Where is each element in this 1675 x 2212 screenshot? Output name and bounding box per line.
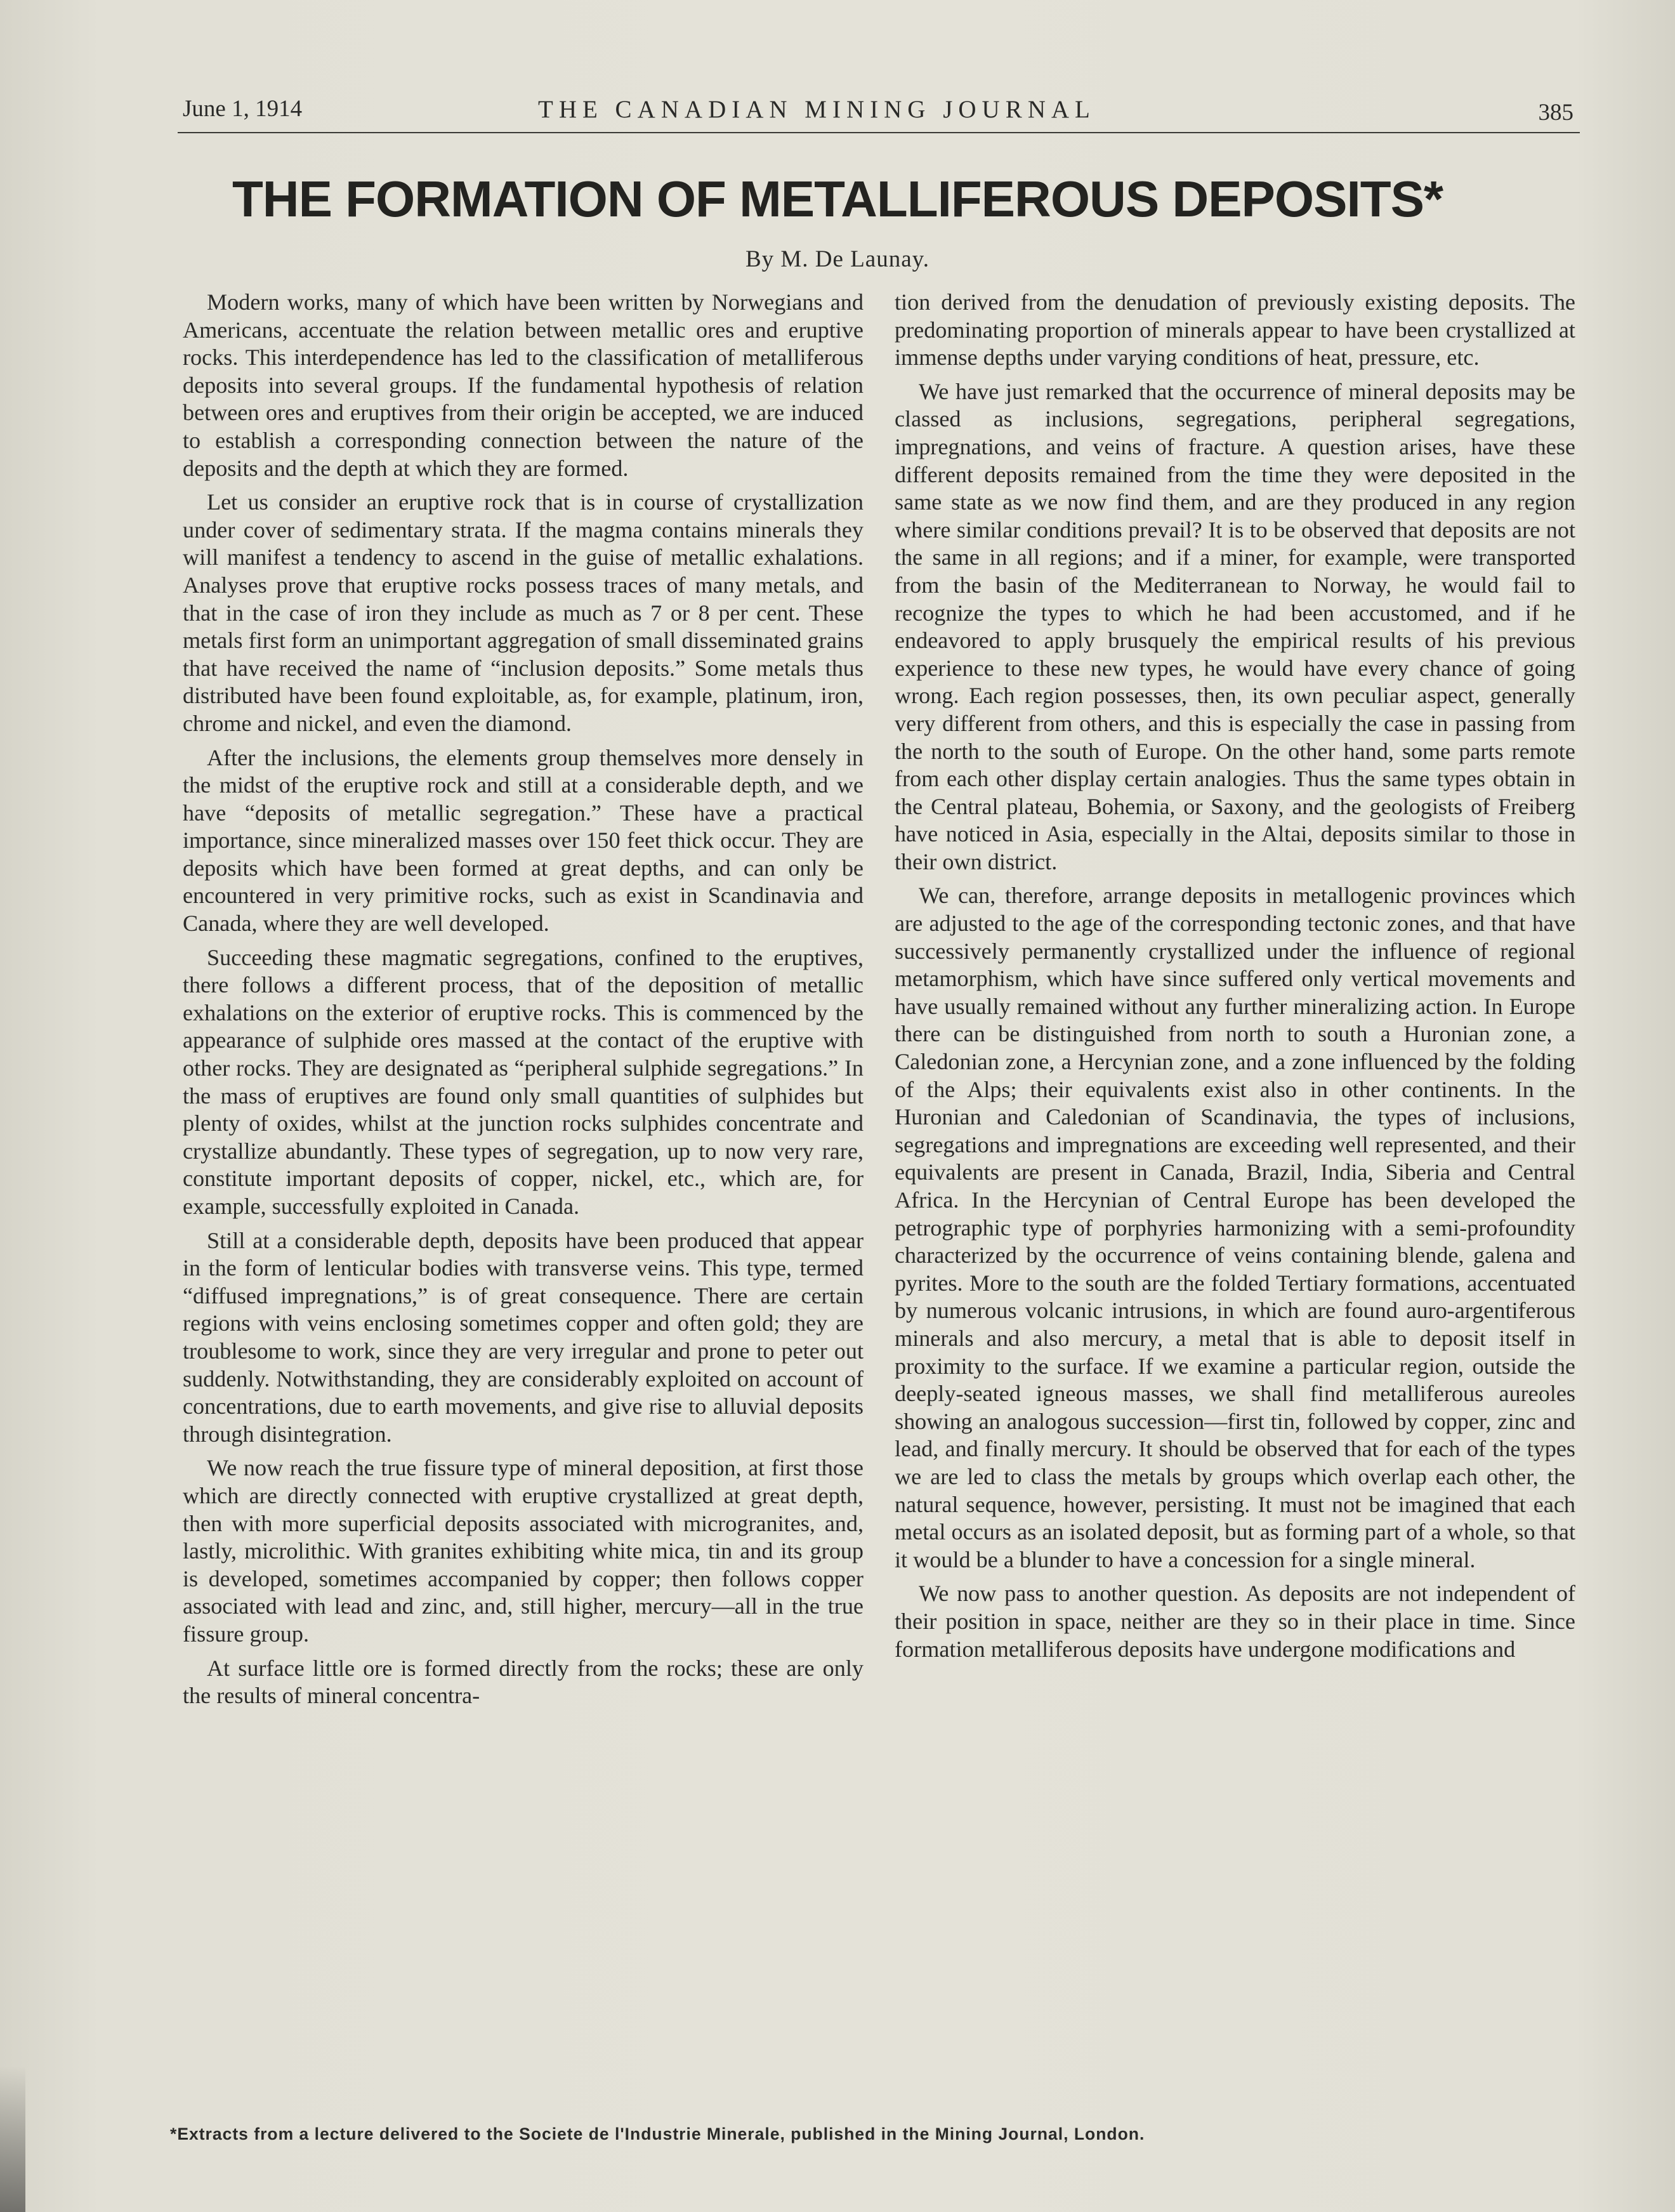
- issue-date: June 1, 1914: [183, 96, 303, 122]
- paragraph: We now reach the true fissure type of mineral deposition, at first those which are directly connected with eruptive crystallized at great depth, then with more superficial deposits associated with microgranites, and, lastly, microlithic. With granites exhibiting white mica, tin and its group is developed, sometimes accompanied by copper; then follows copper associated with lead and zinc, and, still higher, mercury—all in the true fissure group.: [183, 1455, 864, 1647]
- paragraph-continuation: tion derived from the denudation of previously existing deposits. The predominating proportion of minerals appear to have been crystallized at immense depths under varying conditions of heat, pressure, etc.: [895, 289, 1575, 371]
- header-rule: [178, 132, 1580, 133]
- paragraph: Modern works, many of which have been written by Norwegians and Americans, accentuate the relation between metallic ores and eruptive rocks. This interdependence has led to the classification of metalliferous deposits into several groups. If the fundamental hypothesis of relation between ores and eruptives from their origin be accepted, we are induced to establish a corresponding connection between the nature of the deposits and the depth at which they are formed.: [183, 289, 864, 481]
- paragraph: We can, therefore, arrange deposits in metallogenic provinces which are adjusted to the age of the corresponding tectonic zones, and that have successively permanently crystallized under the influence of regional metamorphism, which have since suffered only vertical movements and have usually remained without any further mineralizing action. In Europe there can be distinguished from north to south a Huronian zone, a Caledonian zone, a Hercynian zone, and a zone influenced by the folding of the Alps; their equivalents exist also in other continents. In the Huronian and Caledonian of Scandinavia, the types of inclusions, segregations and impregnations are exceeding well represented, and their equivalents are present in Canada, Brazil, India, Siberia and Central Africa. In the Hercynian of Central Europe has been developed the petrographic type of porphyries harmonizing with a semi-profoundity characterized by the occurrence of veins containing blende, galena and pyrites. More to the south are the folded Tertiary formations, accentuated by numerous volcanic intrusions, in which are found auro-argentiferous minerals and also mercury, a metal that is able to deposit itself in proximity to the surface. If we examine a particular region, outside the deeply-seated igneous masses, we shall find metalliferous aureoles showing an analogous succession—first tin, followed by copper, zinc and lead, and finally mercury. It should be observed that for each of the types we are led to class the metals by groups which overlap each other, the natural sequence, however, persisting. It must not be imagined that each metal occurs as an isolated deposit, but as forming part of a whole, so that it would be a blunder to have a concession for a single mineral.: [895, 883, 1575, 1572]
- page-number: 385: [1538, 100, 1573, 126]
- journal-name: THE CANADIAN MINING JOURNAL: [538, 96, 1096, 123]
- paragraph: Let us consider an eruptive rock that is in course of crystallization under cover of sedimentary strata. If the magma contains minerals they will manifest a tendency to ascend in the guise of metallic exhalations. Analyses prove that eruptive rocks possess traces of many metals, and that in the case of iron they include as much as 7 or 8 per cent. These metals first form an unimportant aggregation of small disseminated grains that have received the name of “inclusion deposits.” Some metals thus distributed have been found exploitable, as, for example, platinum, iron, chrome and nickel, and even the diamond.: [183, 489, 864, 736]
- footnote: *Extracts from a lecture delivered to the Societe de l'Industrie Minerale, published in the Mining Journal, London.: [170, 2124, 1145, 2143]
- paragraph: At surface little ore is formed directly from the rocks; these are only the results of mineral concentra-: [183, 1655, 864, 1709]
- paragraph: We have just remarked that the occurrence of mineral deposits may be classed as inclusions, segregations, peripheral segregations, impregnations, and veins of fracture. A question arises, have these different deposits remained from the time they were deposited in the same state as we now find them, and are they produced in any region where similar conditions prevail? It is to be observed that deposits are not the same in all regions; and if a miner, for example, were transported from the basin of the Mediterranean to Norway, he would fail to recognize the types to which he had been accustomed, and if he endeavored to apply brusquely the empirical results of his previous experience to these new types, he would have every chance of going wrong. Each region possesses, then, its own peculiar aspect, generally very different from others, and this is especially the case in passing from the north to the south of Europe. On the other hand, some parts remote from each other display certain analogies. Thus the same types obtain in the Central plateau, Bohemia, or Saxony, and the geologists of Freiberg have noticed in Asia, especially in the Altai, deposits similar to those in their own district.: [895, 378, 1575, 874]
- article-title: THE FORMATION OF METALLIFEROUS DEPOSITS*: [232, 171, 1443, 227]
- binding-shadow: [0, 2066, 25, 2212]
- left-column: [183, 289, 864, 2110]
- running-head: [183, 95, 1573, 133]
- right-column: [895, 289, 1575, 2110]
- paragraph: Succeeding these magmatic segregations, confined to the eruptives, there follows a different process, that of the deposition of metallic exhalations on the exterior of eruptive rocks. This is commenced by the appearance of sulphide ores massed at the contact of the eruptive with other rocks. They are designated as “peripheral sulphide segregations.” In the mass of eruptives are found only small quantities of sulphides but plenty of oxides, whilst at the junction rocks sulphides concentrate and crystallize abundantly. These types of segregation, up to now very rare, constitute important deposits of copper, nickel, etc., which are, for example, successfully exploited in Canada.: [183, 944, 864, 1219]
- paragraph: Still at a considerable depth, deposits have been produced that appear in the form of lenticular bodies with transverse veins. This type, termed “diffused impregnations,” is of great consequence. There are certain regions with veins enclosing sometimes copper and often gold; they are troublesome to work, since they are very irregular and prone to peter out suddenly. Notwithstanding, they are considerably exploited on account of concentrations, due to earth movements, and give rise to alluvial deposits through disintegration.: [183, 1227, 864, 1447]
- paragraph: We now pass to another question. As deposits are not independent of their position in space, neither are they so in their place in time. Since formation metalliferous deposits have undergone modifications and: [895, 1581, 1575, 1662]
- paragraph: After the inclusions, the elements group themselves more densely in the midst of the eruptive rock and still at a considerable depth, and we have “deposits of metallic segregation.” These have a practical importance, since mineralized masses over 150 feet thick occur. They are deposits which have been formed at great depths, and can only be encountered in very primitive rocks, such as exist in Scandinavia and Canada, where they are well developed.: [183, 744, 864, 937]
- article-byline: By M. De Launay.: [745, 246, 929, 272]
